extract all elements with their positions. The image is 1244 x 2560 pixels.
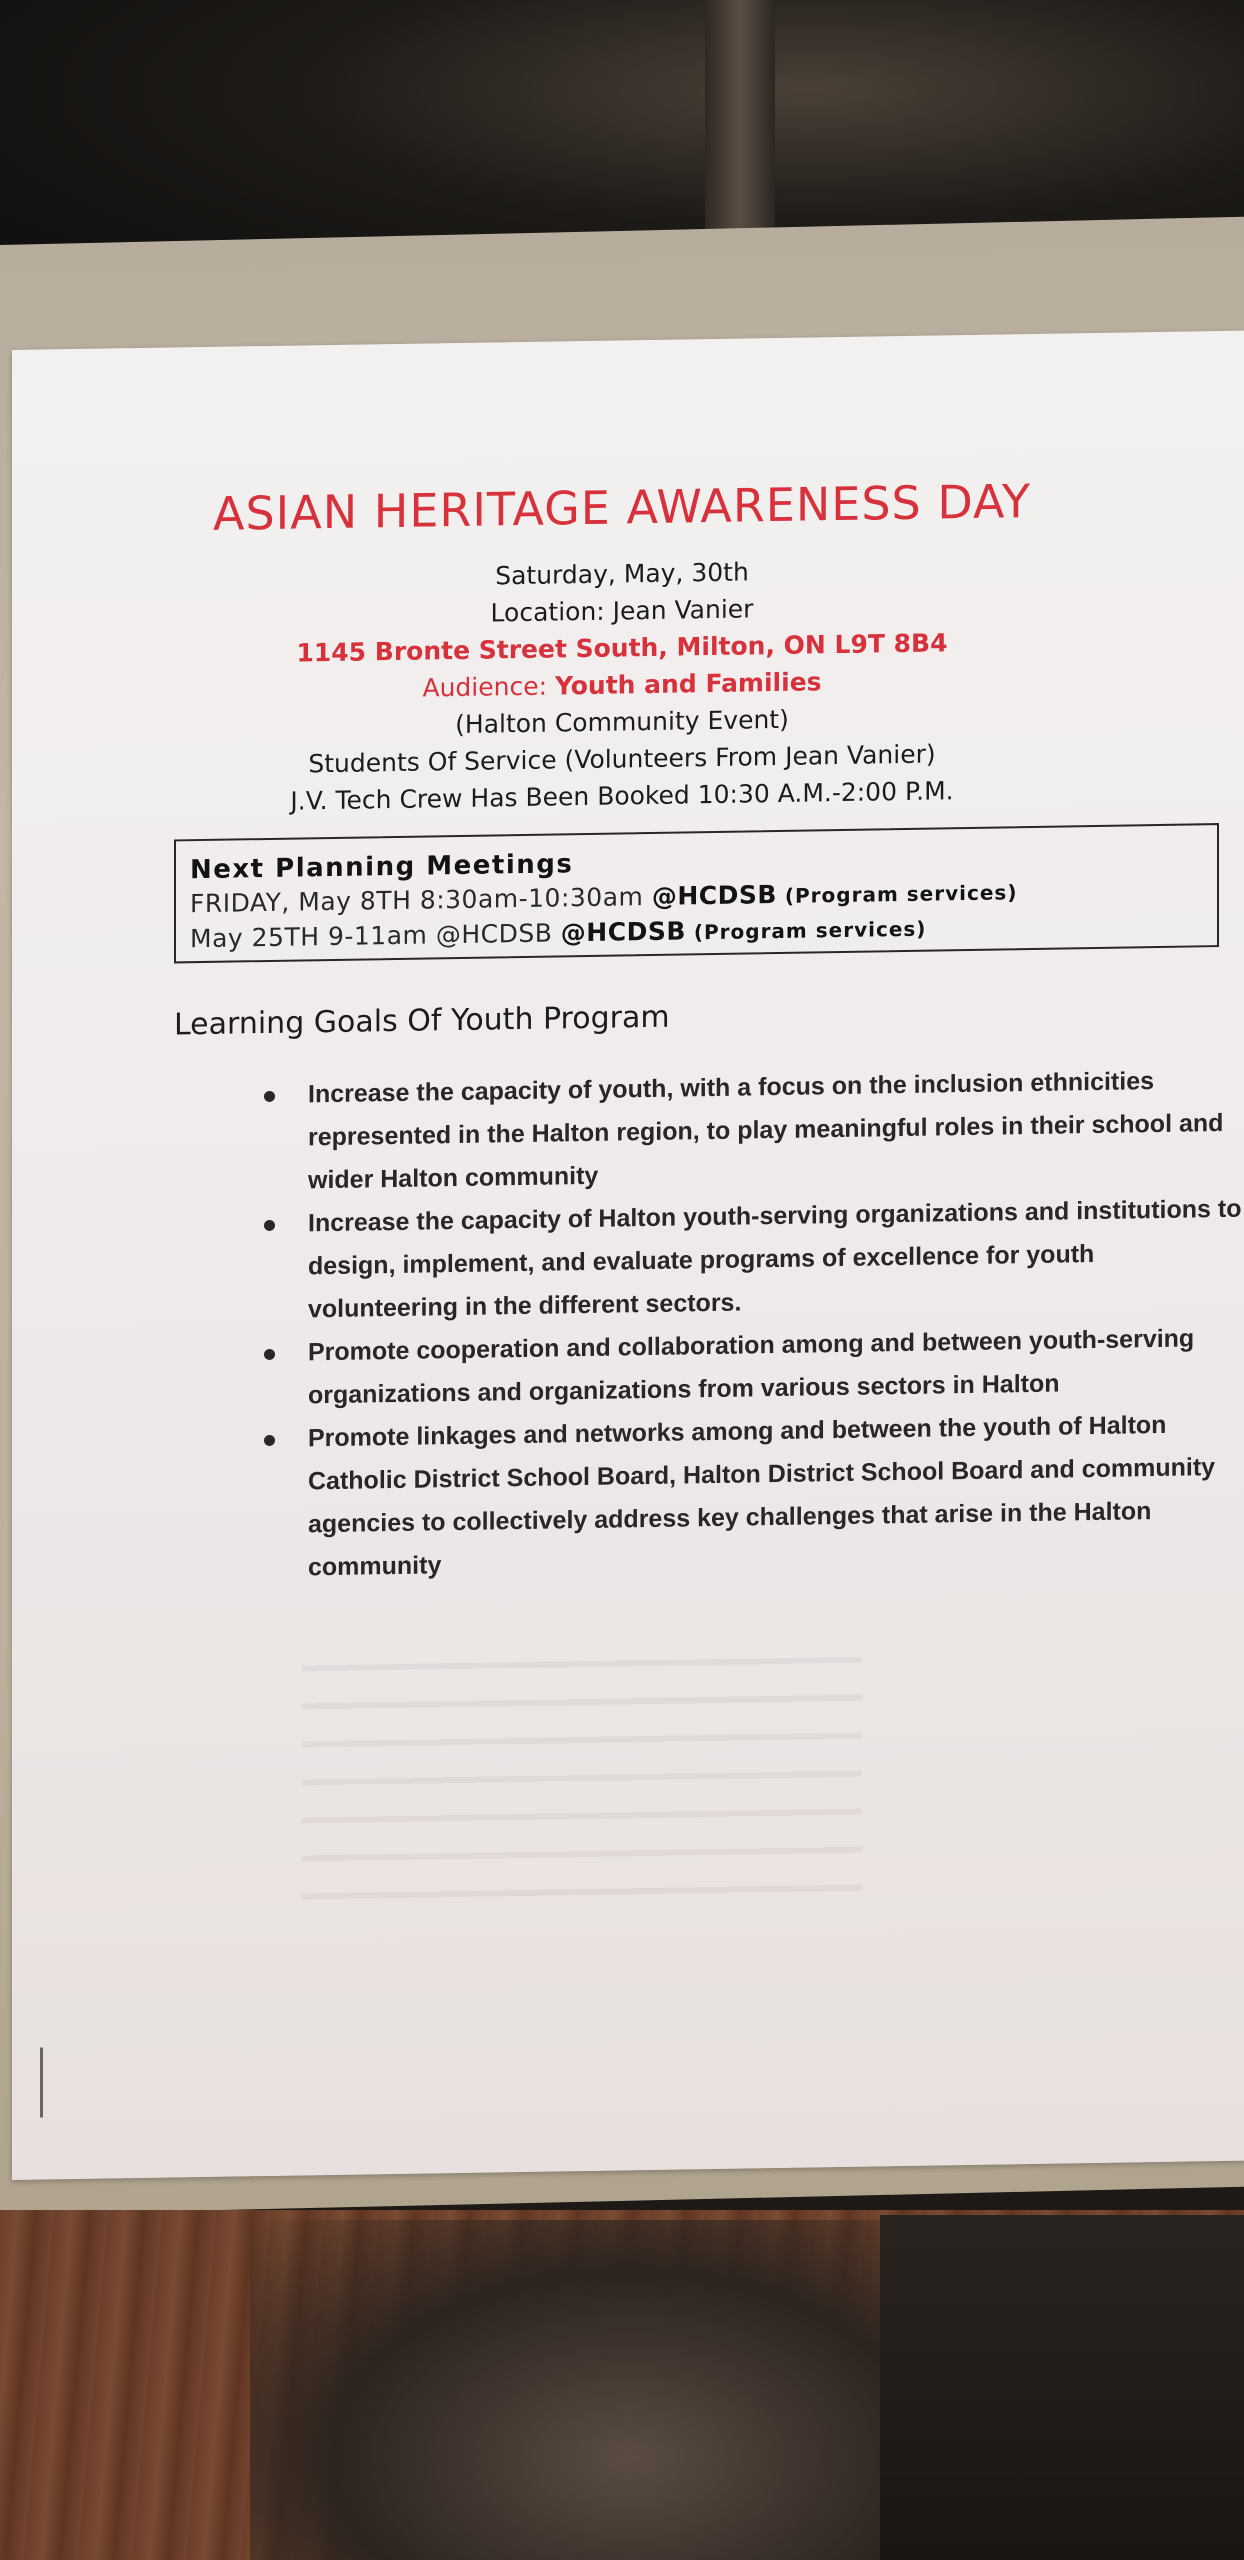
list-item: [252, 1403, 1242, 1591]
goal-text: Promote cooperation and collaboration among and between youth-serving organizations and organizations from various sectors in Halton: [308, 1324, 1195, 1410]
community-event-note: (Halton Community Event): [455, 704, 789, 740]
floor-dark-area: [880, 2215, 1244, 2560]
event-date: Saturday, May, 30th: [495, 557, 749, 591]
goal-text: Increase the capacity of youth, with a focus on the inclusion ethnicities represented in the Halton region, to play meaningful roles in their school and wider Halton community: [308, 1067, 1224, 1195]
bullet-icon: [264, 1091, 275, 1102]
goal-text: Increase the capacity of Halton youth-serving organizations and institutions to design, implement, and evaluate programs of excellence for youth volunteering in the different sectors.: [308, 1194, 1242, 1324]
meeting-2-dept: (Program services): [685, 916, 927, 945]
event-location: Location: Jean Vanier: [490, 594, 754, 628]
flyer-title: ASIAN HERITAGE AWARENESS DAY: [213, 473, 1031, 541]
flyer-paper: [12, 331, 1244, 2180]
tech-crew-note: J.V. Tech Crew Has Been Booked 10:30 A.M.-2:00 P.M.: [290, 776, 954, 816]
list-item: [252, 1059, 1242, 1204]
bullet-icon: [264, 1349, 275, 1360]
meeting-2-date: May 25TH 9-11am @HCDSB: [190, 918, 561, 954]
audience-value: Youth and Families: [554, 667, 822, 701]
meeting-1-dept: (Program services): [776, 880, 1018, 908]
reverse-side-show-through: [302, 1657, 862, 1916]
meeting-2-org: @HCDSB: [560, 916, 686, 948]
bullet-icon: [264, 1220, 275, 1231]
list-item: [252, 1188, 1242, 1333]
meeting-1-date: FRIDAY, May 8TH 8:30am-10:30am: [190, 881, 652, 919]
pen-mark: [40, 2048, 43, 2118]
goal-text: Promote linkages and networks among and between the youth of Halton Catholic District School Board, Halton District School Board and community agencies to collectively address key challenges that arise in the Halton community: [308, 1410, 1216, 1582]
background-post: [705, 0, 775, 260]
event-address: 1145 Bronte Street South, Milton, ON L9T 8B4: [296, 628, 948, 668]
planning-meetings-heading: Next Planning Meetings: [190, 849, 574, 886]
meeting-1-org: @HCDSB: [651, 879, 777, 911]
learning-goals-heading: Learning Goals Of Youth Program: [174, 999, 670, 1043]
bullet-icon: [264, 1435, 275, 1446]
learning-goals-list: [252, 1059, 1242, 1591]
audience-label: Audience:: [422, 671, 555, 703]
students-of-service: Students Of Service (Volunteers From Jean Vanier): [308, 739, 936, 779]
planning-meetings-box: [174, 823, 1219, 963]
event-details: [12, 546, 1232, 824]
list-item: [252, 1317, 1242, 1419]
